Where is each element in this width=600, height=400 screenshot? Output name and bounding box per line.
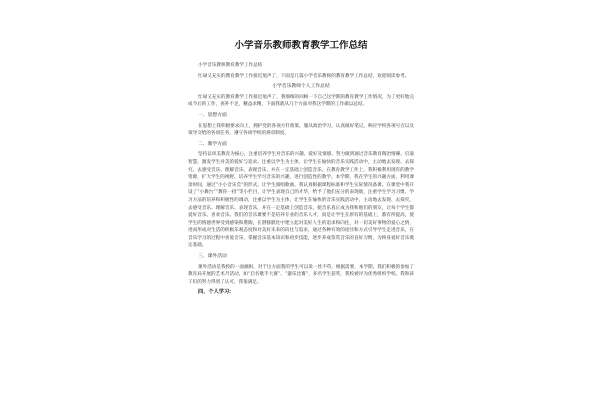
section-heading: 小学音乐教师个人工作总结 (272, 84, 330, 90)
body-paragraph: 课外活动是我校的一面旗帜，对于这方面我的学生可以说一丝不苟，根据需要，本学期，我们积极的参加了教育局开展的艺术月活动，如“启名歌手大赛”、“器乐比赛”、多名学生获奖，我校被评为优秀组织学校。我和孩子们的努力得到了认可，我很满足。 (188, 264, 414, 285)
section-heading: 四、个人学习: (198, 289, 232, 296)
section-heading: 二、教学方面 (198, 141, 227, 147)
section-heading: 一、思想方面 (198, 112, 227, 118)
document-title: 小学音乐教师教育教学工作总结 (234, 40, 368, 51)
document-body (188, 62, 414, 297)
document-page (188, 40, 414, 392)
document-subtitle: 小学音乐教师教育教学工作总结 (198, 63, 263, 68)
section-heading: 三、课外活动 (198, 254, 227, 260)
body-paragraph: 在思想上我积极要求向上，拥护党的各项方针政策，服从政治学习，认真做好笔记，响应学校各项号召以及领导交给的各项任务，遵守各项学校的规章制度。 (188, 123, 414, 137)
body-paragraph: 忙碌又充实的教育教学工作接近尾声了，下面是几篇小学音乐教师的教育教学工作总结，欢迎阅读参考。 (198, 73, 410, 79)
body-paragraph: 忙碌又充实的教育教学工作接近尾声了，我细细的回顾一下自己这学期的教育教学工作情况，为了更好地完成今后的工作，查补不足，精益求精，下面我就从几个方面对我这学期的工作做以总结。 (188, 94, 414, 108)
body-paragraph: 坚持以审美教育为核心，注重培养学生对音乐的兴趣、爱好及情感。努力做到通过音乐教育陶冶情操、启迪智慧，激发学生对美的爱好与追求。注重以学生为主体，让学生在愉快的音乐实践活动中，主动地去发现、去探究，去感受音乐、理解音乐、表现音乐，并在一定基础上创造音乐。在教育教学工作上，我积极利用现有的教学资源，扩大学生的视野，培养学生学习音乐的兴趣，进行创造性的教学。本学期，我在学生的兴趣方面，利用课余时间，通过“小小音乐会”的形式，让学生演唱歌曲。我认真根据课程标准和学生实际情况备课。在课堂中我开设了“小舞台”“教你一招”等小栏目，让学生表现自己的才华，给予了他们充分的表现欲，注重学生学习习惯、学习方法的培养和积极性的调动，注重以学生为主体，让学生在愉快的音乐实践活动中，主动地去发现、去探究，去感受音乐、理解音乐、表现音乐，并在一定基础上创造音乐，使音乐真正成为我和他们的朋友，让每个学生都爱好音乐、喜欢音乐。我们的音乐课要不是培养专业的音乐人才，而是让学生在原有的基础上，都有所提高，使学生的情感世界受到感染和熏陶，在潜移默化中建立起对美好人生的追求和向往，对一切美好事物的爱心之情，进而形成对生活的积极乐观态度和对美好未来的向往与追求，通过各种有效的途径和方式引导学生走进音乐，在音乐学习的过程中喜爱音乐，掌握音乐基本知识和初步技能，逐步养成鉴赏音乐的良好习惯，为终身爱好音乐奠定基础。 (188, 152, 414, 249)
